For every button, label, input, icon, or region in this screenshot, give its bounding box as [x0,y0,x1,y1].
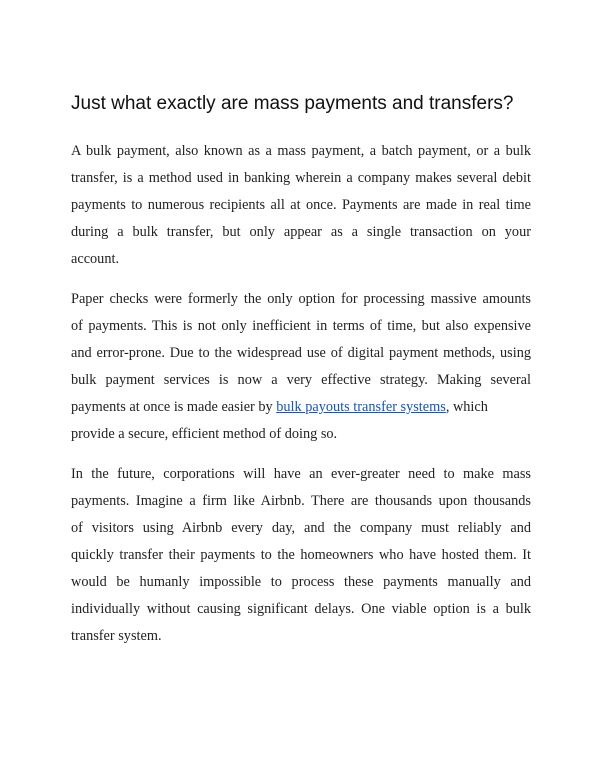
paragraph-line: provide a secure, efficient method of doing so. [71,426,338,442]
paragraph-text: payments at once is made easier by [71,399,277,415]
paragraph-line: transfer system. [71,628,162,644]
paragraph-paper-checks [71,286,531,448]
paragraph-line: payments. Imagine a firm like Airbnb. There are thousands upon thousands [71,493,531,509]
paragraph-line: payments to numerous recipients all at once. Payments are made in real time [71,197,531,213]
paragraph-line: A bulk payment, also known as a mass payment, a batch payment, or a bulk [71,143,531,159]
bulk-payouts-link[interactable]: bulk payouts transfer systems [276,399,446,415]
paragraph-line: of visitors using Airbnb every day, and the company must reliably and [71,520,531,536]
paragraph-bulk-payment-definition [71,138,531,273]
page-title: Just what exactly are mass payments and transfers? [71,93,514,114]
paragraph-text: , which [445,399,488,415]
paragraph-line: bulk payment services is now a very effective strategy. Making several [71,372,531,388]
paragraph-line: transfer, is a method used in banking wherein a company makes several debit [71,170,531,186]
paragraph-line: during a bulk transfer, but only appear as a single transaction on your [71,224,531,240]
paragraph-future-need [71,461,531,650]
paragraph-line: In the future, corporations will have an ever-greater need to make mass [71,466,531,482]
paragraph-line: account. [71,251,120,267]
paragraph-line: and error-prone. Due to the widespread use of digital payment methods, using [71,345,531,361]
paragraph-line: quickly transfer their payments to the homeowners who have hosted them. It [71,547,531,563]
paragraph-line: would be humanly impossible to process these payments manually and [71,574,531,590]
paragraph-line: of payments. This is not only inefficient in terms of time, but also expensive [71,318,531,334]
paragraph-line-with-link [71,394,531,421]
paragraph-line: Paper checks were formerly the only option for processing massive amounts [71,291,531,307]
paragraph-line: individually without causing significant delays. One viable option is a bulk [71,601,531,617]
